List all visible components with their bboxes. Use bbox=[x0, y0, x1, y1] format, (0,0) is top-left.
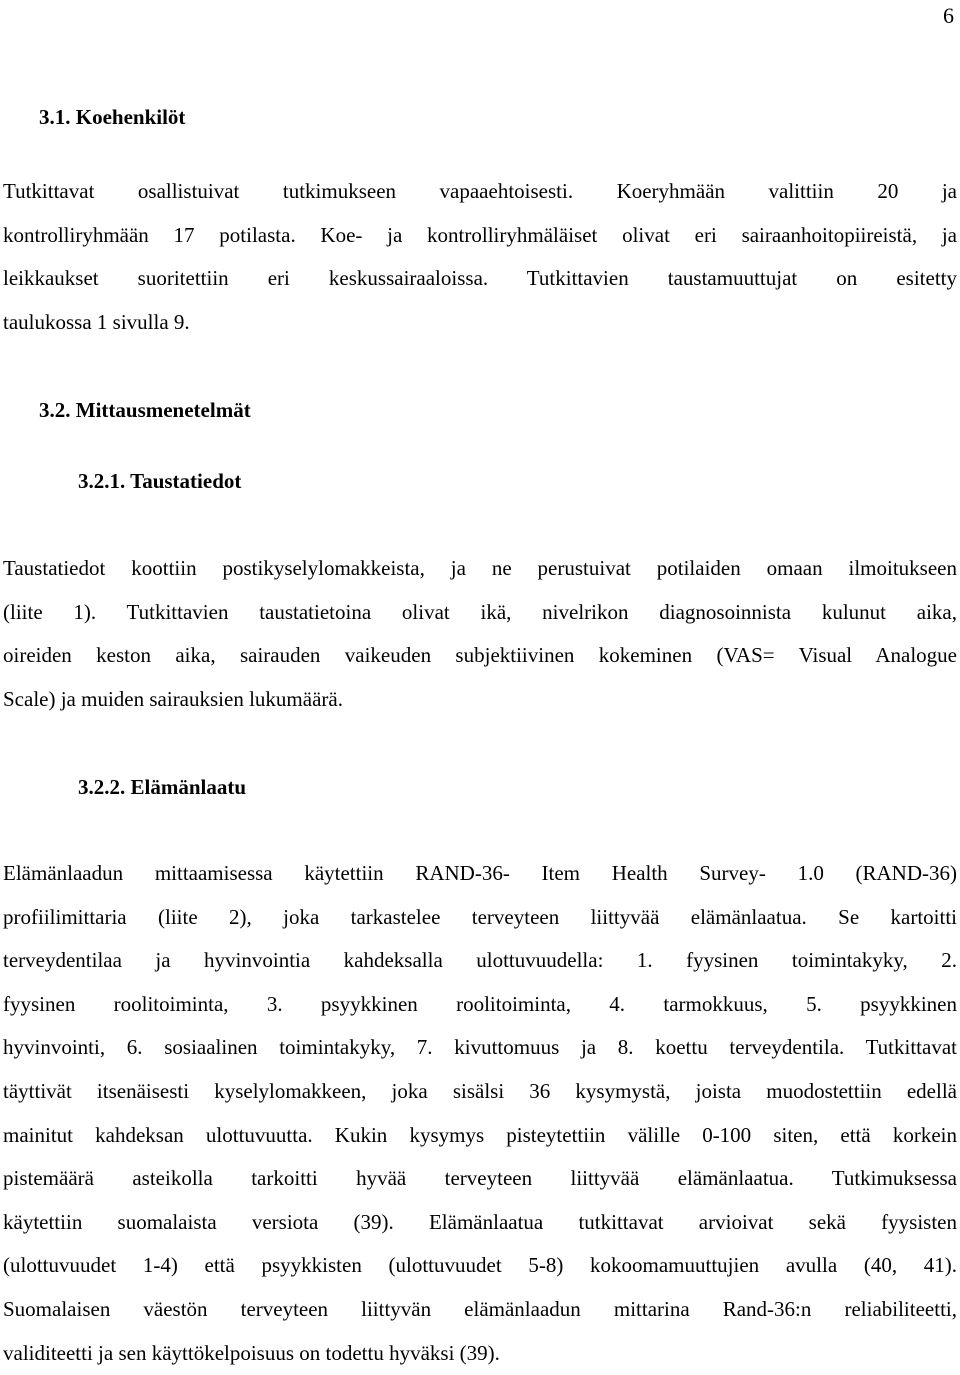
paragraph-line: taulukossa 1 sivulla 9. bbox=[3, 309, 190, 334]
paragraph-line: profiilimittaria (liite 2), joka tarkastelee terveyteen liittyvää elämänlaatua. Se kartoitti bbox=[3, 904, 957, 929]
paragraph-line: Tutkittavat osallistuivat tutkimukseen vapaaehtoisesti. Koeryhmään valittiin 20 ja bbox=[3, 179, 957, 203]
paragraph-line: kontrolliryhmään 17 potilasta. Koe- ja kontrolliryhmäläiset olivat eri sairaanhoitopiireistä, ja bbox=[3, 222, 957, 247]
paragraph-line: fyysinen roolitoiminta, 3. psyykkinen roolitoiminta, 4. tarmokkuus, 5. psyykkinen bbox=[3, 991, 957, 1016]
paragraph-line: mainitut kahdeksan ulottuvuutta. Kukin kysymys pisteytettiin välille 0-100 siten, että korkein bbox=[3, 1122, 957, 1147]
paragraph-line: validiteetti ja sen käyttökelpoisuus on todettu hyväksi (39). bbox=[3, 1340, 500, 1365]
paragraph-line: (ulottuvuudet 1-4) että psyykkisten (ulottuvuudet 5-8) kokoomamuuttujien avulla (40, 41). bbox=[3, 1253, 957, 1278]
paragraph-line: oireiden keston aika, sairauden vaikeuden subjektiivinen kokeminen (VAS= Visual Analogue bbox=[3, 643, 957, 668]
paragraph-line: hyvinvointi, 6. sosiaalinen toimintakyky, 7. kivuttomuus ja 8. koettu terveydentila. Tutkittavat bbox=[3, 1035, 957, 1060]
section-heading-3-1: 3.1. Koehenkilöt bbox=[39, 105, 186, 129]
paragraph-line: (liite 1). Tutkittavien taustatietoina olivat ikä, nivelrikon diagnosoinnista kulunut aika, bbox=[3, 599, 957, 624]
section-heading-3-2-2: 3.2.2. Elämänlaatu bbox=[78, 775, 247, 799]
paragraph-line: käytettiin suomalaista versiota (39). Elämänlaatua tutkittavat arvioivat sekä fyysisten bbox=[3, 1209, 957, 1234]
paragraph-line: leikkaukset suoritettiin eri keskussairaaloissa. Tutkittavien taustamuuttujat on esitetty bbox=[3, 266, 957, 291]
paragraph-line: pistemäärä asteikolla tarkoitti hyvää terveyteen liittyvää elämänlaatua. Tutkimuksessa bbox=[3, 1166, 957, 1191]
paragraph-line: terveydentilaa ja hyvinvointia kahdeksalla ulottuvuudella: 1. fyysinen toimintakyky, 2. bbox=[3, 948, 957, 973]
paragraph-elamanlaatu bbox=[3, 852, 957, 1375]
paragraph-koehenkilot bbox=[3, 170, 957, 344]
paragraph-line: täyttivät itsenäisesti kyselylomakkeen, joka sisälsi 36 kysymystä, joista muodostettiin edellä bbox=[3, 1078, 957, 1103]
paragraph-line: Taustatiedot koottiin postikyselylomakkeista, ja ne perustuivat potilaiden omaan ilmoitukseen bbox=[3, 556, 957, 580]
paragraph-line: Scale) ja muiden sairauksien lukumäärä. bbox=[3, 686, 343, 711]
paragraph-taustatiedot bbox=[3, 547, 957, 721]
section-heading-3-2: 3.2. Mittausmenetelmät bbox=[39, 398, 251, 422]
paragraph-line: Suomalaisen väestön terveyteen liittyvän elämänlaadun mittarina Rand-36:n reliabiliteetti, bbox=[3, 1296, 957, 1321]
paragraph-line: Elämänlaadun mittaamisessa käytettiin RAND-36- Item Health Survey- 1.0 (RAND-36) bbox=[3, 861, 957, 885]
page-number: 6 bbox=[943, 3, 954, 28]
section-heading-3-2-1: 3.2.1. Taustatiedot bbox=[78, 469, 242, 493]
